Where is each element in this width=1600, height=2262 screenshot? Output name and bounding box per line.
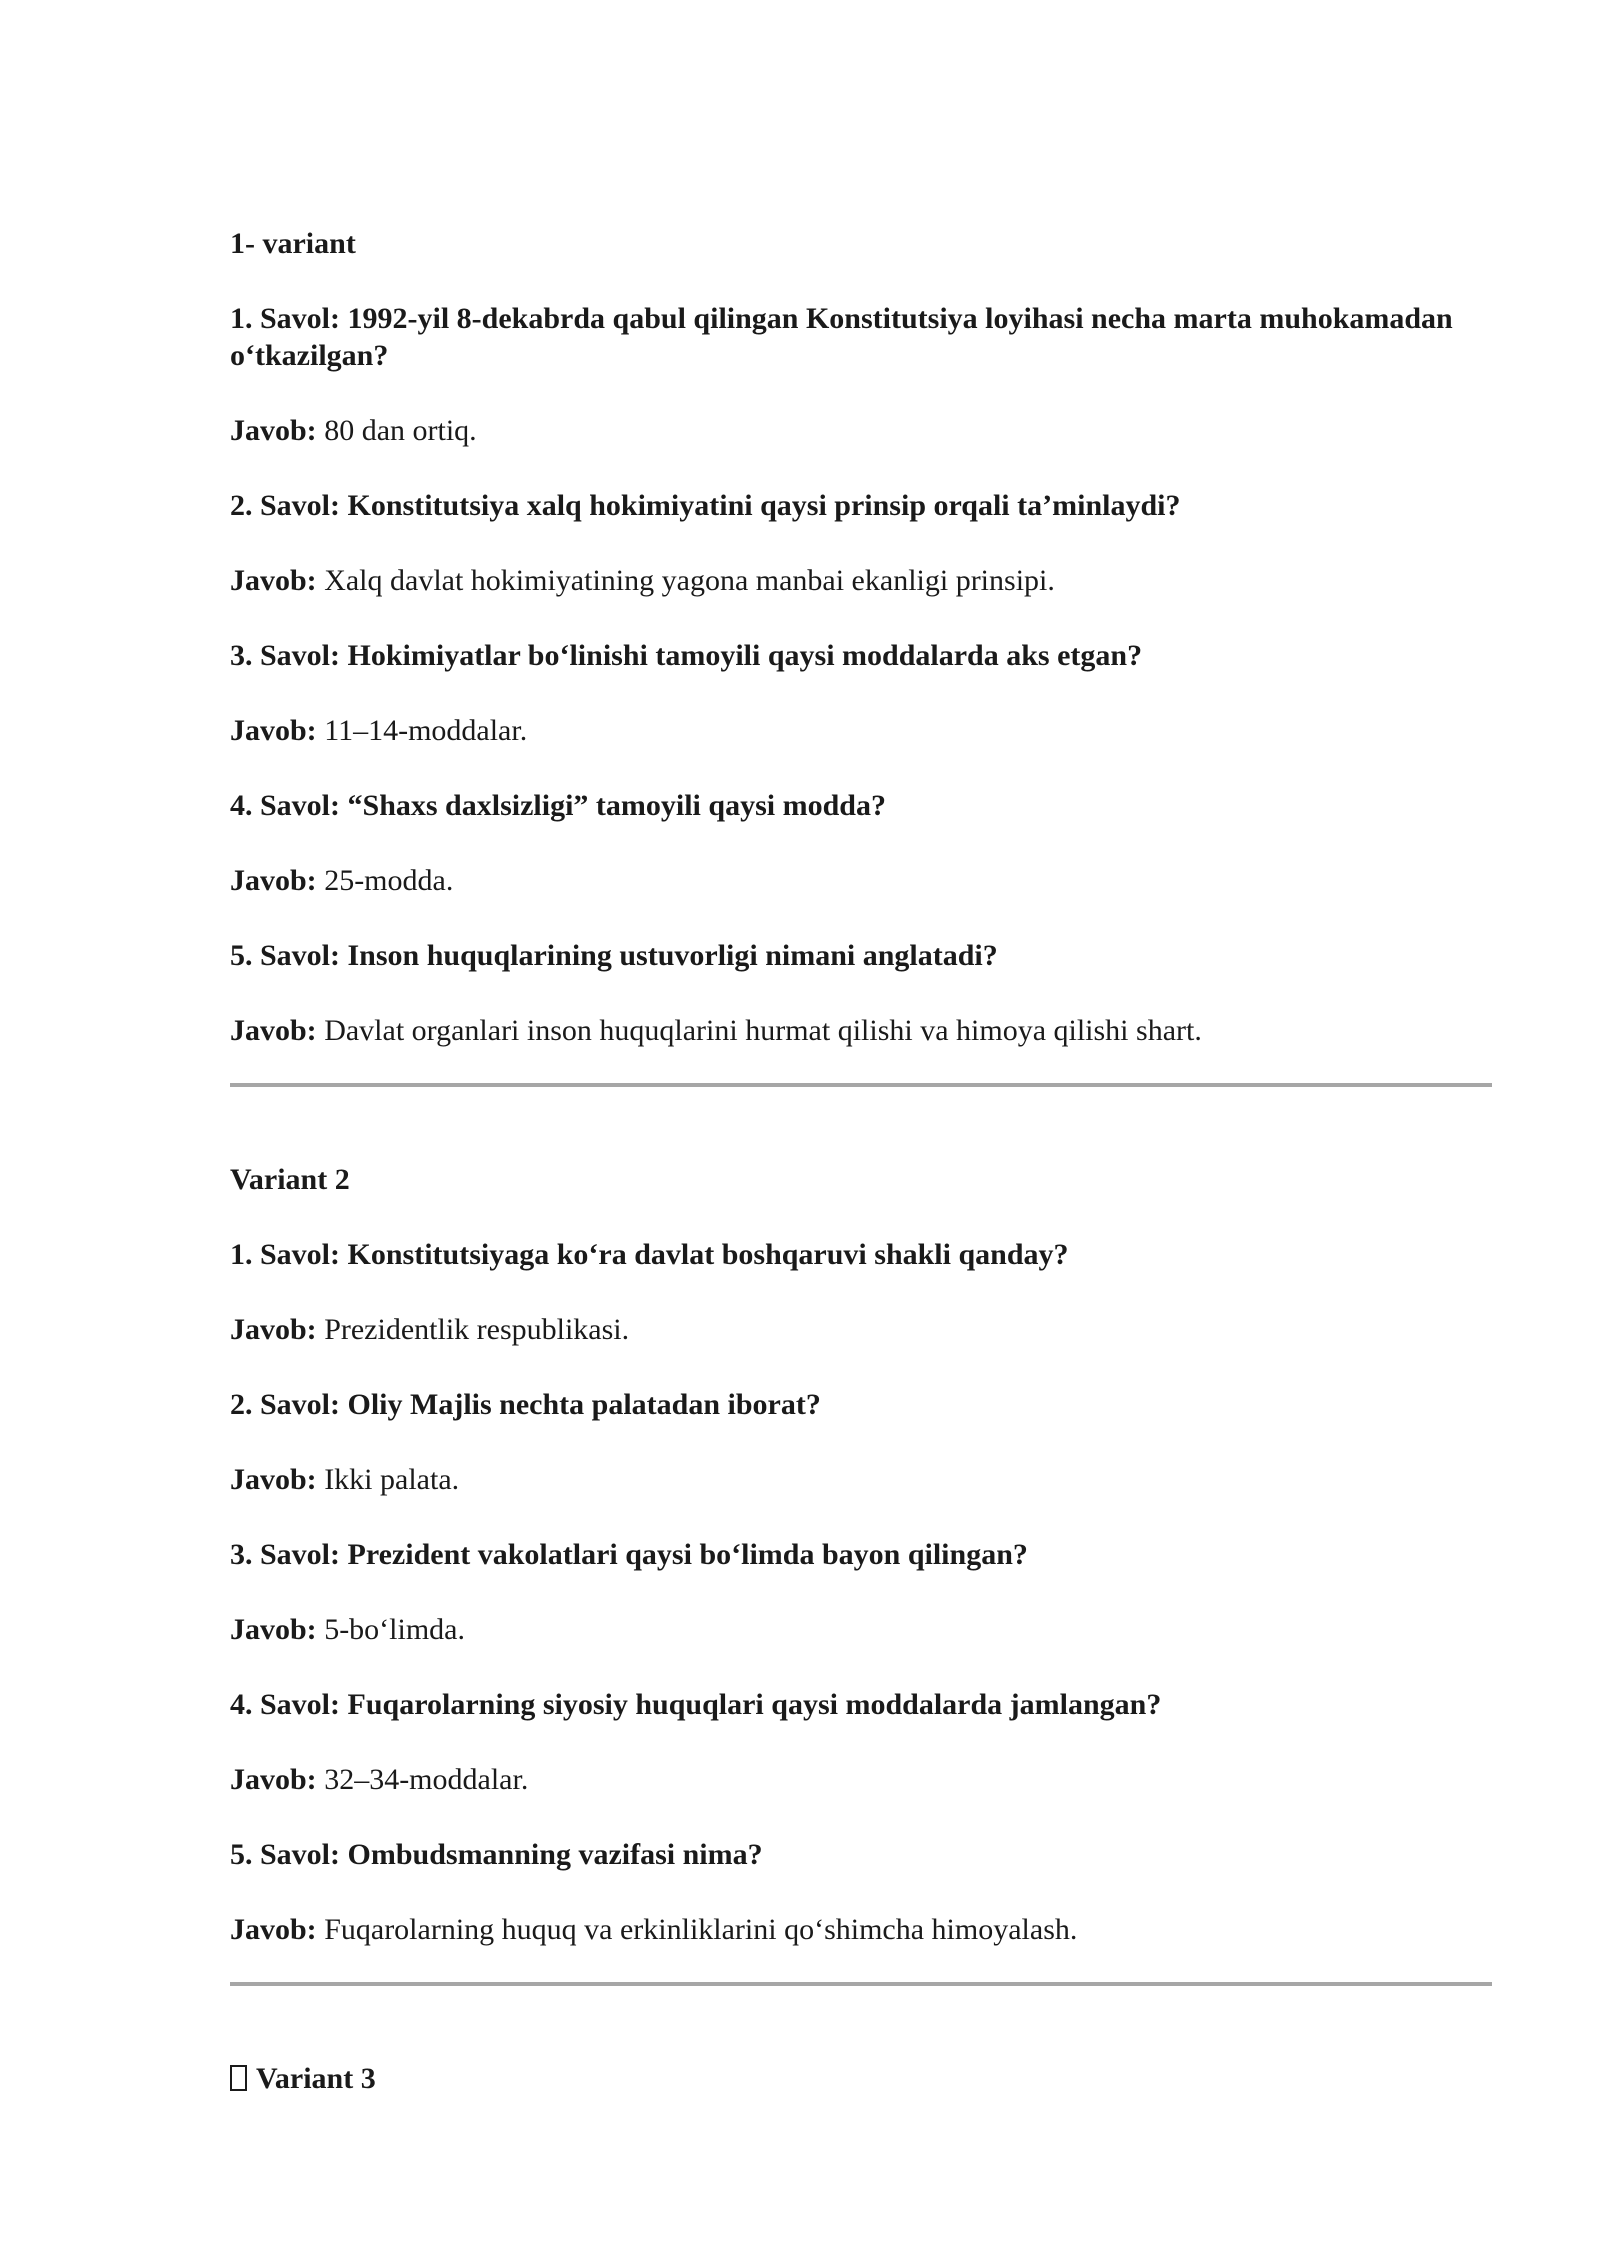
answer-label: Javob:	[230, 414, 317, 447]
answer-text: Davlat organlari inson huquqlarini hurmat qilishi va himoya qilishi shart.	[316, 1014, 1202, 1047]
answer-2-1	[230, 1311, 1492, 1348]
answer-text: Xalq davlat hokimiyatining yagona manbai ekanligi prinsipi.	[316, 564, 1055, 597]
answer-2-3	[230, 1611, 1492, 1648]
answer-text: 32–34-moddalar.	[316, 1763, 529, 1796]
answer-label: Javob:	[230, 864, 317, 897]
answer-text: 25-modda.	[316, 864, 454, 897]
answer-label: Javob:	[230, 564, 317, 597]
answer-label: Javob:	[230, 1014, 317, 1047]
answer-text: 11–14-moddalar.	[316, 714, 528, 747]
variant-3-heading-text: Variant 3	[256, 2062, 376, 2095]
document-page	[230, 225, 1492, 2097]
answer-label: Javob:	[230, 1613, 317, 1646]
question-1-2: 2. Savol: Konstitutsiya xalq hokimiyatini qaysi prinsip orqali ta’minlaydi?	[230, 489, 1181, 522]
answer-text: Fuqarolarning huquq va erkinliklarini qo‘shimcha himoyalash.	[316, 1913, 1078, 1946]
answer-2-5	[230, 1911, 1492, 1948]
question-2-4: 4. Savol: Fuqarolarning siyosiy huquqlari qaysi moddalarda jamlangan?	[230, 1688, 1162, 1721]
answer-label: Javob:	[230, 1913, 317, 1946]
answer-label: Javob:	[230, 1313, 317, 1346]
question-2-5: 5. Savol: Ombudsmanning vazifasi nima?	[230, 1838, 763, 1871]
answer-label: Javob:	[230, 714, 317, 747]
question-2-2: 2. Savol: Oliy Majlis nechta palatadan iborat?	[230, 1388, 821, 1421]
variant-1-heading: 1- variant	[230, 227, 356, 260]
answer-1-5	[230, 1012, 1492, 1049]
answer-2-4	[230, 1761, 1492, 1798]
answer-text: Ikki palata.	[316, 1463, 460, 1496]
question-2-1: 1. Savol: Konstitutsiyaga ko‘ra davlat boshqaruvi shakli qanday?	[230, 1238, 1069, 1271]
question-1-3: 3. Savol: Hokimiyatlar bo‘linishi tamoyili qaysi moddalarda aks etgan?	[230, 639, 1143, 672]
answer-1-2	[230, 562, 1492, 599]
answer-1-3	[230, 712, 1492, 749]
answer-label: Javob:	[230, 1763, 317, 1796]
answer-1-4	[230, 862, 1492, 899]
question-1-5: 5. Savol: Inson huquqlarining ustuvorligi nimani anglatadi?	[230, 939, 998, 972]
question-1-4: 4. Savol: “Shaxs daxlsizligi” tamoyili qaysi modda?	[230, 789, 886, 822]
answer-text: 5-bo‘limda.	[316, 1613, 465, 1646]
missing-glyph-icon	[230, 2065, 247, 2091]
answer-1-1	[230, 412, 1492, 449]
answer-2-2	[230, 1461, 1492, 1498]
answer-label: Javob:	[230, 1463, 317, 1496]
answer-text: Prezidentlik respublikasi.	[316, 1313, 630, 1346]
question-2-3: 3. Savol: Prezident vakolatlari qaysi bo‘limda bayon qilingan?	[230, 1538, 1028, 1571]
answer-text: 80 dan ortiq.	[316, 414, 477, 447]
variant-3-heading	[230, 2060, 1492, 2097]
variant-2-heading: Variant 2	[230, 1163, 350, 1196]
question-1-1: 1. Savol: 1992-yil 8-dekabrda qabul qilingan Konstitutsiya loyihasi necha marta muhokamadan o‘tkazilgan?	[230, 302, 1453, 372]
